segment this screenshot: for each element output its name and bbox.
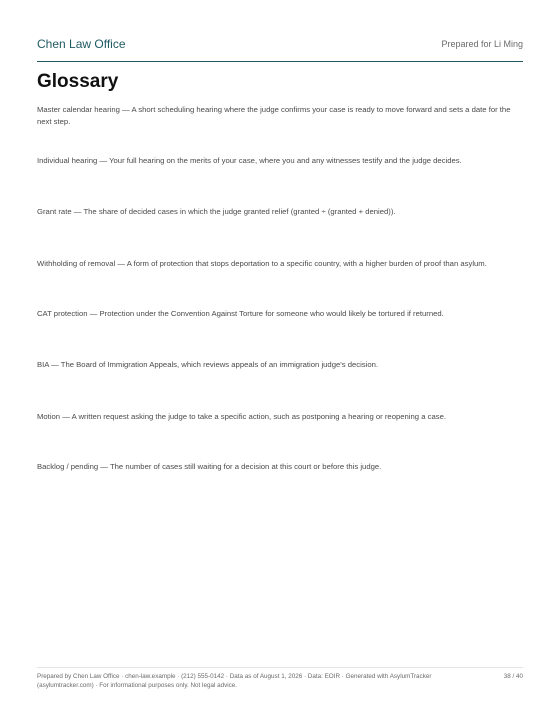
prepared-for-label: Prepared for Li Ming [441,39,523,49]
term-separator: — [119,105,132,114]
glossary-entry [37,308,523,320]
glossary-term: Master calendar hearing [37,105,120,114]
glossary-entry [37,359,523,371]
term-separator: — [98,462,110,471]
term-separator: — [97,156,110,165]
glossary-definition: A form of protection that stops deportation to a specific country, with a higher burden of proof than asylum. [126,259,487,268]
glossary-definition: Your full hearing on the merits of your case, where you and any witnesses testify and the judge decides. [109,156,462,165]
glossary-term: Grant rate [37,207,72,216]
term-separator: — [48,360,61,369]
glossary-term: Backlog / pending [37,462,99,471]
term-separator: — [115,259,127,268]
page-number: 38 / 40 [503,673,523,680]
page-footer [37,667,523,689]
glossary-entry [37,258,523,270]
glossary-entry [37,155,523,167]
glossary-entry [37,206,523,218]
glossary-entry [37,104,523,127]
glossary-definition: A short scheduling hearing where the judge confirms your case is ready to move forward and sets a date for the next step. [37,105,511,126]
glossary-definition: Protection under the Convention Against Torture for someone who would likely be tortured if returned. [99,309,444,318]
glossary-term: BIA [37,360,49,369]
glossary-term: Motion [37,412,61,421]
glossary-term: Individual hearing [37,156,98,165]
glossary-definition: The number of cases still waiting for a decision at this court or before this judge. [109,462,382,471]
glossary-term: CAT protection [37,309,88,318]
footer-disclaimer: Prepared by Chen Law Office · chen-law.example · (212) 555-0142 · Data as of August 1, 2026 · Data: EOIR · Generated with AsylumTracker (asylumtracker.com) · For informational purposes only. Not legal advice. [37,673,432,689]
page-header [37,37,523,62]
term-separator: — [71,207,84,216]
glossary-entry [37,461,523,473]
glossary-entry [37,411,523,423]
firm-name: Chen Law Office [37,37,126,51]
glossary-definition: The share of decided cases in which the judge granted relief (granted ÷ (granted + denied)). [83,207,396,216]
term-separator: — [87,309,100,318]
page-title: Glossary [37,71,119,92]
term-separator: — [60,412,72,421]
glossary-term: Withholding of removal [37,259,116,268]
glossary-definition: A written request asking the judge to take a specific action, such as postponing a hearing or reopening a case. [71,412,446,421]
glossary-definition: The Board of Immigration Appeals, which reviews appeals of an immigration judge's decision. [60,360,379,369]
